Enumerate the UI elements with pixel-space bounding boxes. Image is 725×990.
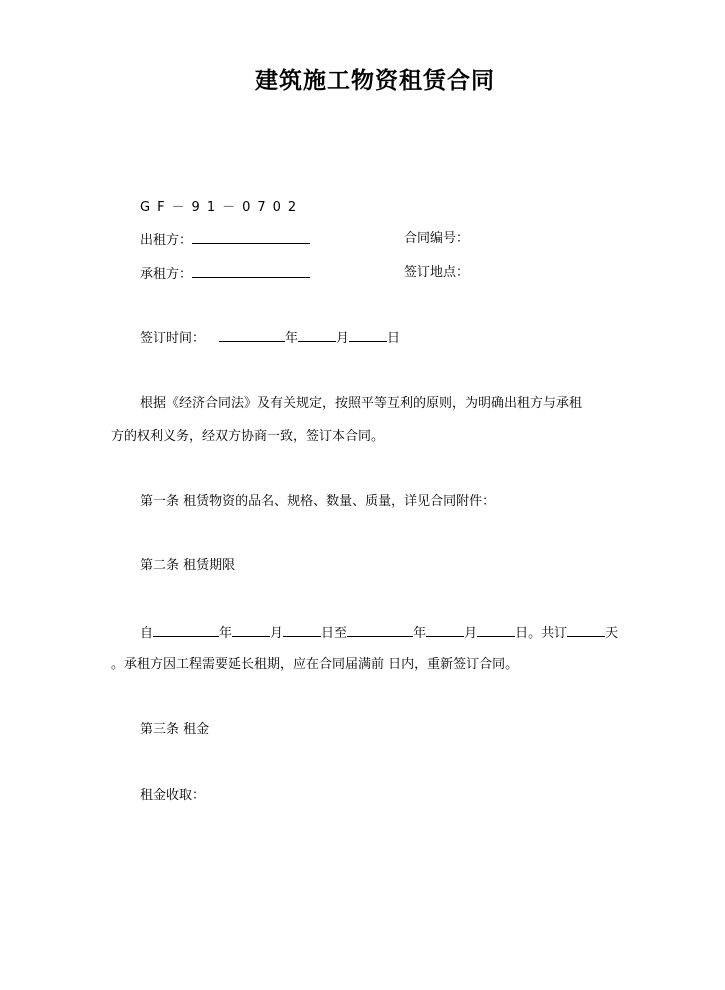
period-days-unit: 天 xyxy=(605,626,619,641)
lessor-blank xyxy=(192,230,310,244)
to-year-blank xyxy=(347,623,413,637)
period-day-total: 日。共订 xyxy=(515,626,568,641)
from-month-blank xyxy=(232,623,270,637)
article-1: 第一条 租赁物资的品名、规格、数量、质量，详见合同附件： xyxy=(140,494,496,509)
contract-number-label: 合同编号： xyxy=(404,231,470,246)
extension-line: 。承租方因工程需要延长租期，应在合同届满前 日内，重新签订合同。 xyxy=(111,657,519,672)
sign-day-blank xyxy=(349,328,387,342)
from-month-unit: 月 xyxy=(270,626,284,641)
lessee-blank xyxy=(192,264,310,278)
preamble-line-2: 方的权利义务，经双方协商一致，签订本合同。 xyxy=(111,429,385,444)
contract-code: GF－91－0702 xyxy=(140,200,304,215)
from-year-unit: 年 xyxy=(219,626,233,641)
sign-month-blank xyxy=(298,328,336,342)
total-days-blank xyxy=(567,623,605,637)
article-3: 第三条 租金 xyxy=(140,722,210,737)
from-year-blank xyxy=(153,623,219,637)
lease-period-row xyxy=(140,623,618,643)
sign-place-label: 签订地点： xyxy=(404,265,470,280)
lessee-row xyxy=(140,264,310,284)
sign-year-blank xyxy=(219,328,285,342)
document-title: 建筑施工物资租赁合同 xyxy=(255,67,495,94)
article-2: 第二条 租赁期限 xyxy=(140,558,236,573)
lessor-label: 出租方： xyxy=(140,233,193,248)
period-from: 自 xyxy=(140,626,154,641)
to-month-blank xyxy=(426,623,464,637)
from-day-blank xyxy=(283,623,321,637)
to-month-unit: 月 xyxy=(464,626,478,641)
rent-collection-label: 租金收取： xyxy=(140,788,206,803)
sign-time-row xyxy=(140,328,400,348)
preamble-line-1: 根据《经济合同法》及有关规定，按照平等互利的原则，为明确出租方与承租 xyxy=(140,396,583,411)
sign-month-unit: 月 xyxy=(336,331,350,346)
sign-time-label: 签订时间： xyxy=(140,331,206,346)
to-year-unit: 年 xyxy=(413,626,427,641)
sign-year-unit: 年 xyxy=(285,331,299,346)
sign-day-unit: 日 xyxy=(387,331,401,346)
period-day-to: 日至 xyxy=(321,626,348,641)
lessee-label: 承租方： xyxy=(140,267,193,282)
to-day-blank xyxy=(477,623,515,637)
lessor-row xyxy=(140,230,310,250)
